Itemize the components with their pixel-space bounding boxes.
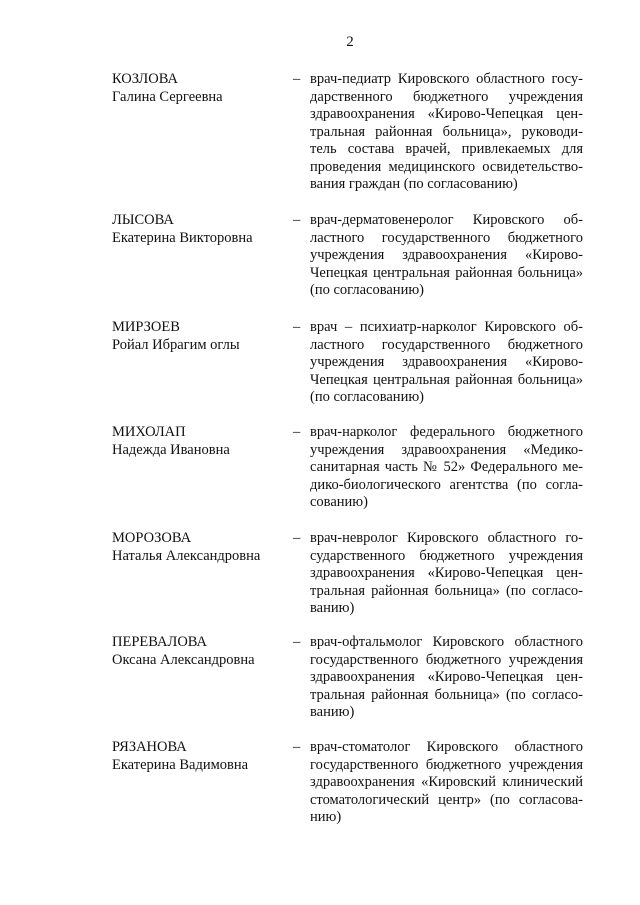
position-description — [310, 71, 583, 194]
person-surname: МОРОЗОВА — [112, 530, 192, 546]
description-line: (по согласованию) — [310, 389, 424, 405]
description-line: врач-нарколог федерального бюджетного — [310, 424, 583, 440]
description-line: нию) — [310, 809, 342, 825]
description-line: Чепецкая центральная районная больница» — [310, 371, 583, 388]
description-line: врач-дерматовенеролог Кировского об- — [310, 212, 583, 228]
description-line: учреждения здравоохранения «Кирово- — [310, 354, 583, 370]
description-line: дико-биологического агентства (по согла- — [310, 476, 583, 493]
dash-separator: – — [293, 319, 301, 335]
page-number: 2 — [346, 34, 354, 50]
description-line: врач-невролог Кировского областного го- — [310, 530, 583, 546]
person-surname: КОЗЛОВА — [112, 71, 178, 87]
dash-separator: – — [293, 634, 301, 650]
description-line: санитарная часть № 52» Федерального ме- — [310, 459, 583, 475]
dash-separator: – — [293, 424, 301, 440]
description-line: врач-стоматолог Кировского областного — [310, 739, 583, 755]
person-name — [112, 319, 287, 354]
person-name — [112, 424, 287, 459]
description-line: государственного бюджетного учреждения — [310, 756, 583, 773]
position-description — [310, 739, 583, 827]
description-line: ластного государственного бюджетного — [310, 336, 583, 353]
description-line: стоматологический центр» (по согласова- — [310, 791, 583, 808]
person-given-name: Надежда Ивановна — [112, 441, 230, 458]
description-line: (по согласованию) — [310, 282, 424, 298]
description-line: вания граждан (по согласованию) — [310, 176, 518, 192]
person-surname: ПЕРЕВАЛОВА — [112, 634, 208, 650]
description-line: врач-офтальмолог Кировского областного — [310, 634, 583, 650]
description-line: тральная районная больница» (по согласо- — [310, 582, 583, 599]
dash-separator: – — [293, 530, 301, 546]
description-line: тель состава врачей, привлекаемых для — [310, 141, 583, 157]
person-given-name: Ройал Ибрагим оглы — [112, 336, 240, 353]
person-surname: МИРЗОЕВ — [112, 319, 180, 335]
description-line: учреждения здравоохранения «Кирово- — [310, 247, 583, 263]
person-surname: ЛЫСОВА — [112, 212, 174, 228]
position-description — [310, 634, 583, 722]
person-given-name: Екатерина Вадимовна — [112, 756, 249, 773]
description-line: врач-педиатр Кировского областного госу- — [310, 71, 583, 87]
description-line: тральная районная больница», руководи- — [310, 123, 583, 140]
description-line: здравоохранения «Кировский клинический — [310, 774, 583, 790]
description-line: здравоохранения «Кирово-Чепецкая цен- — [310, 565, 583, 581]
person-name — [112, 71, 287, 106]
position-description — [310, 530, 583, 618]
description-line: проведения медицинского освидетельство- — [310, 158, 583, 175]
description-line: тральная районная больница» (по согласо- — [310, 686, 583, 703]
dash-separator: – — [293, 71, 301, 87]
description-line: ванию) — [310, 704, 355, 720]
description-line: здравоохранения «Кирово-Чепецкая цен- — [310, 106, 583, 122]
person-surname: РЯЗАНОВА — [112, 739, 187, 755]
person-given-name: Екатерина Викторовна — [112, 229, 253, 246]
description-line: врач – психиатр-нарколог Кировского об- — [310, 319, 583, 335]
description-line: ванию) — [310, 600, 355, 616]
description-line: дарственного бюджетного учреждения — [310, 88, 583, 105]
description-line: учреждения здравоохранения «Медико- — [310, 441, 583, 458]
person-given-name: Оксана Александровна — [112, 651, 255, 668]
person-name — [112, 530, 287, 565]
person-name — [112, 634, 287, 669]
description-line: ластного государственного бюджетного — [310, 229, 583, 246]
position-description — [310, 424, 583, 512]
person-name — [112, 212, 287, 247]
description-line: сударственного бюджетного учреждения — [310, 547, 583, 564]
person-surname: МИХОЛАП — [112, 424, 186, 440]
description-line: Чепецкая центральная районная больница» — [310, 264, 583, 281]
description-line: сованию) — [310, 494, 368, 510]
dash-separator: – — [293, 739, 301, 755]
dash-separator: – — [293, 212, 301, 228]
person-given-name: Галина Сергеевна — [112, 88, 223, 105]
person-name — [112, 739, 287, 774]
position-description — [310, 212, 583, 300]
description-line: здравоохранения «Кирово-Чепецкая цен- — [310, 669, 583, 685]
person-given-name: Наталья Александровна — [112, 547, 261, 564]
position-description — [310, 319, 583, 407]
description-line: государственного бюджетного учреждения — [310, 651, 583, 668]
